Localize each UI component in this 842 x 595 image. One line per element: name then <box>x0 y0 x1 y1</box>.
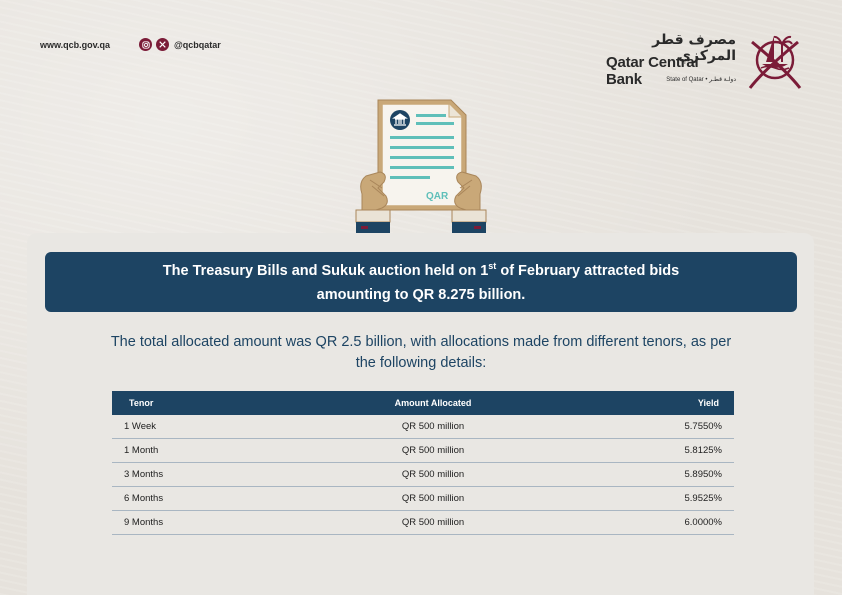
headline-line-2: amounting to QR 8.275 billion. <box>316 287 526 303</box>
headline-banner <box>45 252 797 312</box>
cell-tenor: 1 Week <box>124 421 157 432</box>
logo-arabic-name: مصرف قطر المركزي <box>652 32 736 64</box>
qatar-emblem-icon <box>744 22 806 92</box>
x-icon[interactable] <box>156 38 169 51</box>
header-yield: Yield <box>697 398 719 408</box>
logo-english-name: Qatar Central Bank <box>606 54 699 88</box>
cell-tenor: 9 Months <box>124 517 164 528</box>
social-handle[interactable]: @qcbqatar <box>174 39 221 50</box>
website-url[interactable]: www.qcb.gov.qa <box>40 40 111 50</box>
headline-line-1: The Treasury Bills and Sukuk auction held on 1st of February attracted bids <box>162 261 680 279</box>
table-header <box>112 391 734 415</box>
cell-amount: QR 500 million <box>401 445 465 456</box>
cell-yield: 5.8125% <box>684 445 722 456</box>
table-row <box>112 439 734 463</box>
bank-icon <box>390 110 410 130</box>
cell-tenor: 3 Months <box>124 469 164 480</box>
cell-yield: 5.8950% <box>684 469 722 480</box>
table-row <box>112 463 734 487</box>
cell-tenor: 1 Month <box>124 445 159 456</box>
qcb-logo <box>606 22 806 92</box>
social-links <box>139 38 221 51</box>
document-hands-illustration <box>266 96 576 242</box>
cell-amount: QR 500 million <box>401 517 465 528</box>
instagram-icon[interactable] <box>139 38 152 51</box>
cell-amount: QR 500 million <box>401 421 465 432</box>
header-tenor: Tenor <box>129 398 154 408</box>
table-row <box>112 487 734 511</box>
qar-label: QAR <box>426 191 449 202</box>
summary-line-2: the following details: <box>355 355 487 371</box>
cell-amount: QR 500 million <box>401 469 465 480</box>
allocation-summary <box>60 332 782 374</box>
table-row <box>112 415 734 439</box>
cell-yield: 5.7550% <box>684 421 722 432</box>
table-row <box>112 511 734 535</box>
logo-state-label: State of Qatar • دولـة قطـر <box>666 77 736 83</box>
cell-yield: 5.9525% <box>684 493 722 504</box>
cell-amount: QR 500 million <box>401 493 465 504</box>
cell-yield: 6.0000% <box>684 517 722 528</box>
cell-tenor: 6 Months <box>124 493 164 504</box>
header-amount: Amount Allocated <box>394 398 472 408</box>
summary-line-1: The total allocated amount was QR 2.5 billion, with allocations made from different tenors, as per <box>110 334 732 350</box>
allocation-table <box>112 391 734 535</box>
